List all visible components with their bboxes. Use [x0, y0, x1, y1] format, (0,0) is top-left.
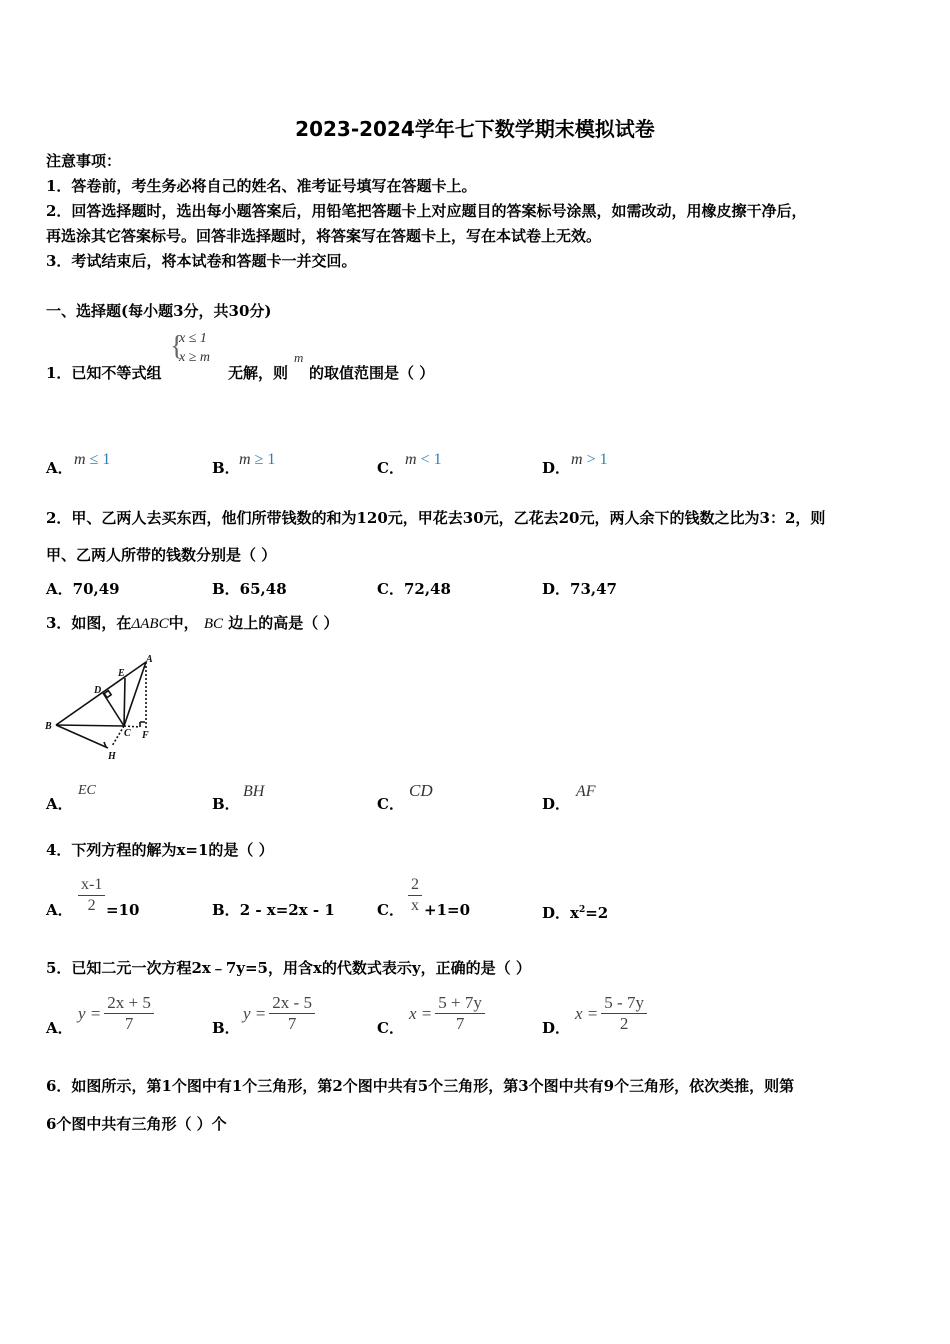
- notice-line: 1．答卷前，考生务必将自己的姓名、准考证号填写在答题卡上。: [46, 177, 477, 195]
- option-c: C．72,48: [377, 580, 451, 598]
- option-label-c: C．: [377, 459, 404, 477]
- triangle-figure: [40, 650, 180, 770]
- option-a: y = $\frac{2x + 5}{7}$: [78, 993, 154, 1034]
- q4-text: 4．下列方程的解为x=1的是（ ）: [46, 841, 274, 859]
- line-bh: [56, 725, 108, 748]
- line-dc: [103, 693, 124, 726]
- option-d: x = $\frac{5 - 7y}{2}$: [575, 993, 647, 1034]
- option-label-a: A．: [46, 795, 73, 813]
- option-label-b: B．: [212, 1019, 240, 1037]
- label-e: E: [118, 668, 125, 679]
- option-a-rest: =10: [106, 901, 140, 919]
- option-a-fraction: $\frac{x-1}{2}$: [78, 875, 105, 916]
- option-b: BH: [243, 783, 265, 800]
- option-label-d: D．: [542, 459, 571, 477]
- line-ca: [124, 662, 146, 726]
- option-a: m ≤ 1: [74, 451, 111, 468]
- option-label-c: C．: [377, 901, 404, 919]
- notice-line: 再选涂其它答案标号。回答非选择题时，将答案写在答题卡上，写在本试卷上无效。: [46, 227, 602, 245]
- option-a: A．70,49: [46, 580, 120, 598]
- q1-middle: 无解，则: [228, 364, 289, 382]
- option-c: CD: [409, 781, 433, 800]
- option-c-fraction: $\frac{2}{x}$: [408, 875, 422, 916]
- q6-text: 6个图中共有三角形（ ）个: [46, 1115, 227, 1133]
- option-label-c: C．: [377, 795, 404, 813]
- notice-heading: 注意事项：: [46, 152, 122, 170]
- option-d: AF: [576, 783, 596, 800]
- option-d: D．$x^2=2$: [542, 904, 609, 922]
- notice-line: 3．考试结束后，将本试卷和答题卡一并交回。: [46, 252, 357, 270]
- label-d: D: [94, 685, 102, 696]
- q6-text: 6．如图所示，第1个图中有1个三角形，第2个图中共有5个三角形，第3个图中共有9个三角形，依次类推，则第: [46, 1077, 795, 1095]
- option-label-b: B．: [212, 459, 240, 477]
- option-a: EC: [78, 783, 96, 798]
- q2-text: 2．甲、乙两人去买东西，他们所带钱数的和为120元，甲花去30元，乙花去20元，两人余下的钱数之比为3：2，则: [46, 509, 826, 527]
- line-bc: [56, 725, 124, 726]
- option-b: B．2 - x=2x - 1: [212, 901, 335, 919]
- inequality-2: x ≥ m: [179, 350, 211, 365]
- label-h: H: [108, 751, 116, 762]
- q3-text: 3．如图，在ΔABC中， BC 边上的高是（ ）: [46, 614, 339, 632]
- option-label-b: B．: [212, 795, 240, 813]
- notice-line: 2．回答选择题时，选出每小题答案后，用铅笔把答题卡上对应题目的答案标号涂黑，如需改动，用橡皮擦干净后，: [46, 202, 807, 220]
- label-c: C: [124, 728, 131, 739]
- option-b: y = $\frac{2x - 5}{7}$: [243, 993, 315, 1034]
- inequality-system: { x ≤ 1 x ≥ m: [170, 331, 211, 365]
- q1-prefix: 1．已知不等式组: [46, 364, 162, 382]
- option-b: m ≥ 1: [239, 451, 276, 468]
- inequality-1: x ≤ 1: [179, 331, 207, 346]
- option-label-a: A．: [46, 459, 73, 477]
- option-label-d: D．: [542, 795, 571, 813]
- option-label-c: C．: [377, 1019, 404, 1037]
- option-c: x = $\frac{5 + 7y}{7}$: [409, 993, 485, 1034]
- section-heading: 一、选择题(每小题3分，共30分): [46, 302, 272, 320]
- option-d: m > 1: [571, 451, 608, 468]
- label-f: F: [142, 730, 149, 741]
- q1-var: m: [294, 350, 304, 365]
- line-ec: [124, 678, 125, 726]
- label-a: A: [146, 654, 153, 665]
- option-c: m < 1: [405, 451, 442, 468]
- q5-text: 5．已知二元一次方程2x﹣7y=5，用含x的代数式表示y，正确的是（ ）: [46, 959, 531, 977]
- option-label-a: A．: [46, 1019, 73, 1037]
- label-b: B: [45, 721, 52, 732]
- q2-text: 甲、乙两人所带的钱数分别是（ ）: [46, 546, 277, 564]
- option-b: B．65,48: [212, 580, 287, 598]
- option-label-d: D．: [542, 1019, 571, 1037]
- option-label-a: A．: [46, 901, 73, 919]
- option-d: D．73,47: [542, 580, 617, 598]
- option-c-rest: +1=0: [424, 901, 471, 919]
- page-title: 2023-2024学年七下数学期末模拟试卷: [295, 117, 655, 141]
- q1-suffix: 的取值范围是（ ）: [309, 364, 435, 382]
